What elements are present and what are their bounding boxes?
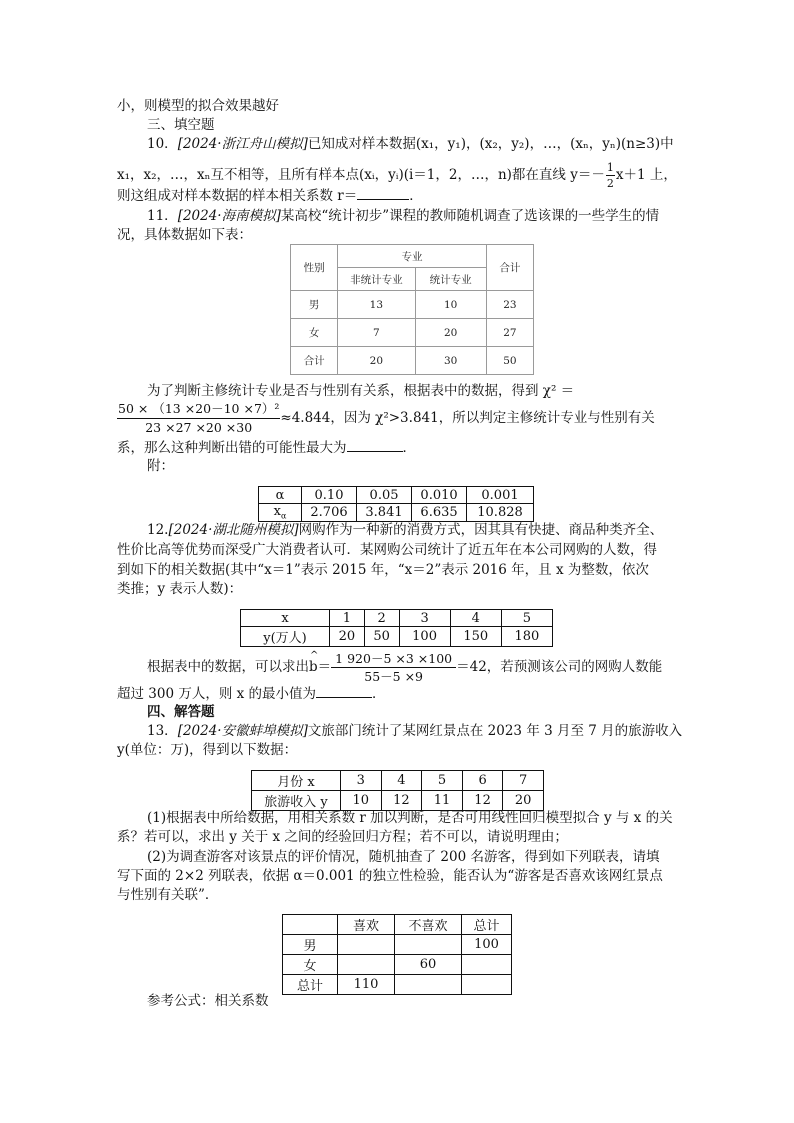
header-total: 合计 bbox=[486, 245, 533, 291]
question-13-line1: 13．[2024·安徽蚌埠模拟]文旅部门统计了某网红景点在 2023 年 3 月至 7 月的旅游收入 bbox=[147, 723, 683, 739]
question-12-formula: 根据表中的数据，可以求出 ^ b＝ $\frac{1 920-5 \times 3 \times 100}{55-5 \times 9}$ ＝42，若预测该公司的网购人数能 bbox=[147, 650, 663, 684]
question-12-line4: 类推；y 表示人数)： bbox=[117, 581, 243, 597]
question-13-line2: y(单位：万)，得到以下数据： bbox=[117, 742, 298, 758]
header-major: 专业 bbox=[338, 245, 487, 268]
answer-blank[interactable] bbox=[316, 684, 372, 698]
question-12-line-last: 超过 300 万人，则 x 的最小值为 ． bbox=[117, 686, 386, 702]
answer-blank[interactable] bbox=[357, 186, 409, 200]
b-hat: ^ b bbox=[309, 650, 319, 675]
question-13-part2-line1: (2)为调查游客对该景点的评价情况，随机抽查了 200 名游客，得到如下列联表，请填 bbox=[147, 849, 660, 865]
blank-cell[interactable] bbox=[462, 975, 512, 995]
question-12-line2: 性价比高等优势而深受广大消费者认可．某网购公司统计了近五年在本公司网购的人数，得 bbox=[117, 542, 657, 558]
table-row: 合计 20 30 50 bbox=[291, 347, 534, 375]
online-shopping-table: x 1 2 3 4 5 y(万人) 20 50 100 150 180 bbox=[240, 609, 553, 647]
question-12-line3: 到如下的相关数据(其中“x＝1”表示 2015 年，“x＝2”表示 2016 年，且 x 为整数，依次 bbox=[117, 562, 649, 578]
blank-cell[interactable] bbox=[395, 975, 462, 995]
question-10-line2: x₁，x₂，…，xₙ互不相等，且所有样本点(xᵢ，yᵢ)(i＝1，2，…，n)都在直线 y＝－ $\frac{1}{2}$ x＋1 上， bbox=[117, 161, 677, 190]
source-tag: [2024·安徽蚌埠模拟] bbox=[177, 723, 308, 739]
line-fitting-conclusion: 小，则模型的拟合效果越好 bbox=[117, 98, 279, 114]
source-tag: [2024·湖北随州模拟] bbox=[168, 522, 299, 538]
appendix-label: 附： bbox=[147, 458, 174, 474]
header-non-stat: 非统计专业 bbox=[338, 268, 415, 291]
contingency-table: 喜欢 不喜欢 总计 男 100 女 60 总计 110 bbox=[282, 914, 512, 995]
question-13-part1-line1: (1)根据表中所给数据，用相关系数 r 加以判断，是否可用线性回归模型拟合 y 与 x 的关 bbox=[147, 810, 673, 826]
question-10-line3: 则这组成对样本数据的样本相关系数 r＝ ． bbox=[117, 188, 423, 204]
header-stat: 统计专业 bbox=[415, 268, 486, 291]
blank-cell[interactable] bbox=[338, 935, 395, 955]
source-tag: [2024·海南模拟] bbox=[177, 208, 281, 224]
question-11-line1: 11．[2024·海南模拟]某高校“统计初步”课程的教师随机调查了选该课的一些学生的情 bbox=[147, 208, 660, 224]
answer-blank[interactable] bbox=[347, 438, 403, 452]
reference-formula-label: 参考公式：相关系数 bbox=[147, 993, 269, 1009]
table-row: 男 13 10 23 bbox=[291, 291, 534, 319]
blank-cell[interactable] bbox=[462, 955, 512, 975]
blank-cell[interactable] bbox=[338, 955, 395, 975]
question-11-line-last: 系，那么这种判断出错的可能性最大为 ． bbox=[117, 440, 416, 456]
slope-fraction: $\frac{1 920-5 \times 3 \times 100}{55-5 \times 9}$ bbox=[331, 650, 456, 685]
question-13-part2-line2: 写下面的 2×2 列联表，依据 α＝0.001 的独立性检验，能否认为“游客是否喜欢该网红景点 bbox=[117, 868, 663, 884]
blank-cell[interactable] bbox=[395, 935, 462, 955]
chi-square-fraction: $\frac{\text{50 × （13 ×20－10 ×7）²}}{23 \times 27 \times 20 \times 30}$ bbox=[118, 401, 280, 435]
table-row: 女 7 20 27 bbox=[291, 319, 534, 347]
header-gender: 性别 bbox=[291, 245, 338, 291]
question-10-line1: 10．[2024·浙江舟山模拟]已知成对样本数据(x₁，y₁)，(x₂，y₂)，…，(xₙ，yₙ)(n≥3)中 bbox=[147, 136, 674, 152]
fraction-half: $\frac{1}{2}$ bbox=[606, 161, 614, 190]
question-11-chi-formula: $\frac{\text{50 × （13 ×20－10 ×7）²}}{23 \times 27 \times 20 \times 30}$ ≈4.844，因为 χ²>3.841，所以判定主修统计专业与性别有关 bbox=[118, 401, 655, 435]
question-13-part1-line2: 系？若可以，求出 y 关于 x 之间的经验回归方程；若不可以，请说明理由； bbox=[117, 829, 568, 845]
major-gender-table bbox=[290, 244, 534, 375]
question-12-line1: 12.[2024·湖北随州模拟]网购作为一种新的消费方式，因其具有快捷、商品种类齐全、 bbox=[147, 522, 664, 538]
tourism-income-table: 月份 x 3 4 5 6 7 旅游收入 y 10 12 11 12 20 bbox=[251, 770, 544, 811]
question-11-chi-intro: 为了判断主修统计专业是否与性别有关系，根据表中的数据，得到 χ² ＝ bbox=[147, 383, 575, 399]
critical-value-table: α 0.10 0.05 0.010 0.001 $x_\alpha$ 2.706 3.841 6.635 10.828 bbox=[258, 486, 534, 522]
section-fill-blank: 三、填空题 bbox=[147, 117, 215, 133]
source-tag: [2024·浙江舟山模拟] bbox=[177, 136, 308, 152]
question-11-line2: 况，具体数据如下表： bbox=[117, 227, 252, 243]
section-answer: 四、解答题 bbox=[147, 704, 215, 720]
question-13-part2-line3: 与性别有关联”． bbox=[117, 887, 219, 903]
